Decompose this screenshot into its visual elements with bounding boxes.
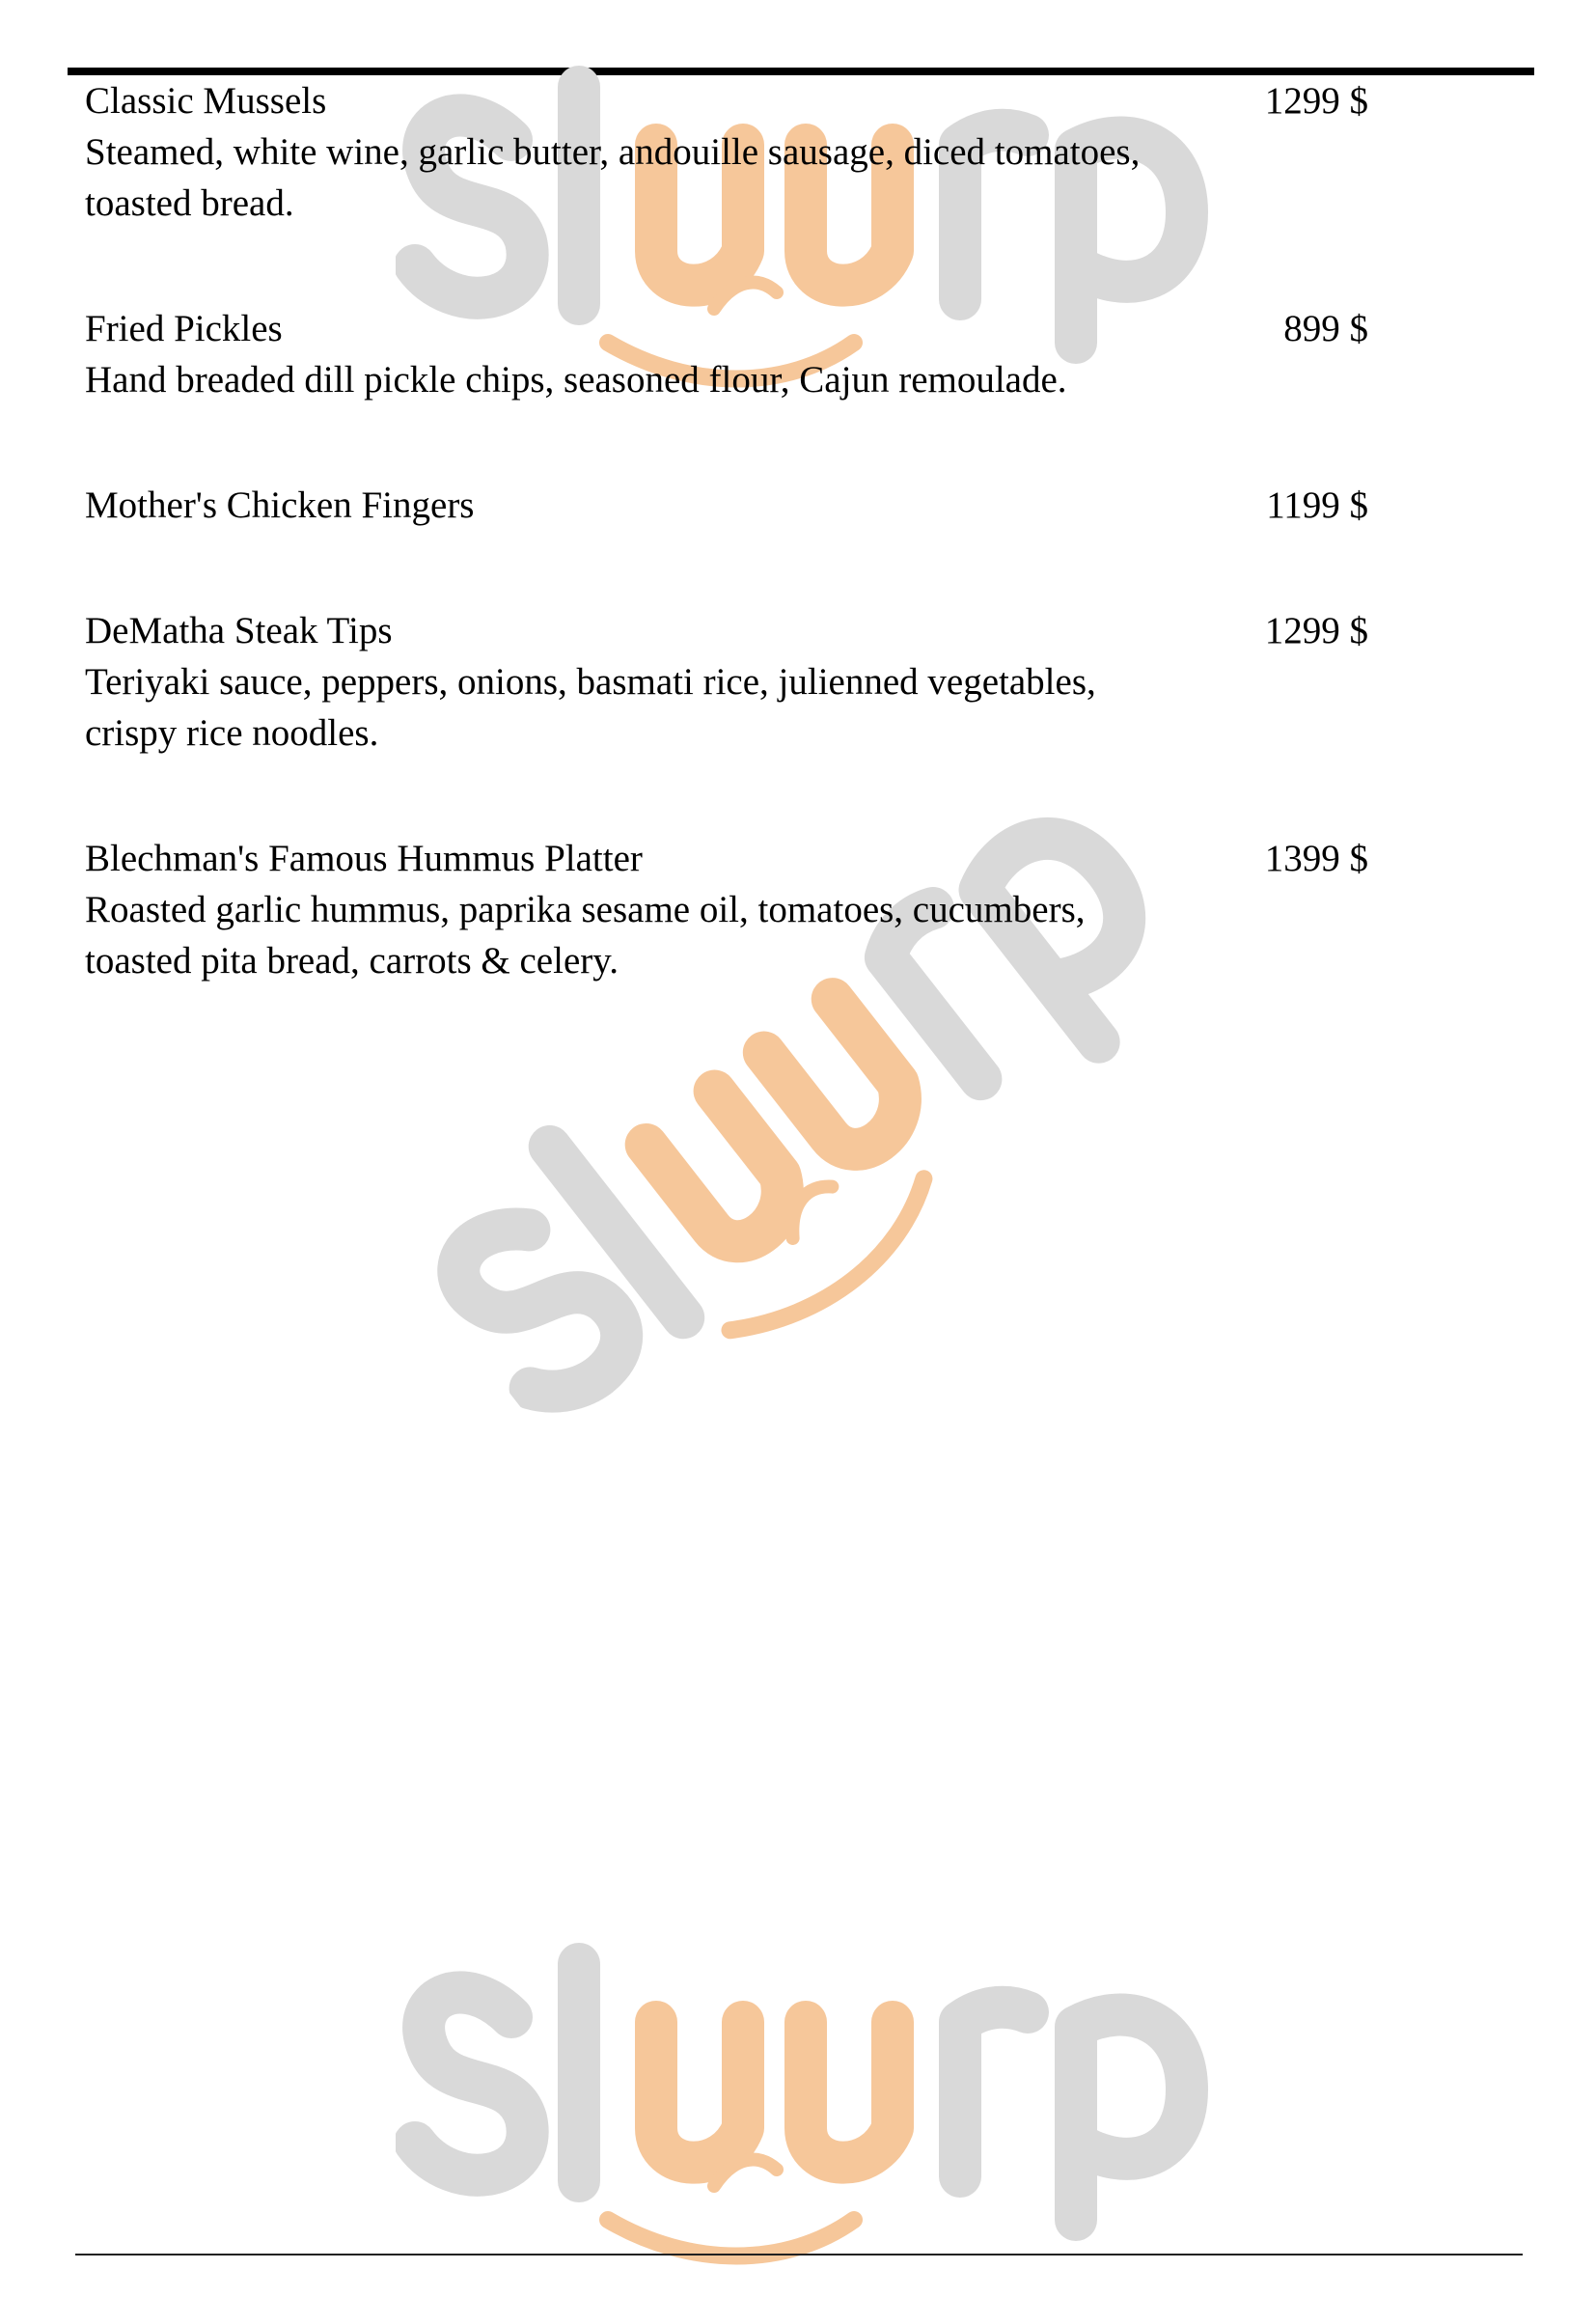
menu-item-name: Blechman's Famous Hummus Platter: [85, 838, 643, 879]
menu-item: [85, 833, 1368, 986]
menu-item: [85, 75, 1368, 229]
menu-item-name: Classic Mussels: [85, 80, 327, 122]
menu-item-description: Hand breaded dill pickle chips, seasoned flour, Cajun remoulade.: [85, 359, 1067, 401]
menu-list: [85, 75, 1368, 986]
menu-item-price: 1299 $: [1264, 610, 1368, 651]
menu-item: [85, 303, 1368, 405]
menu-item-name: Mother's Chicken Fingers: [85, 484, 475, 526]
menu-item-description: Teriyaki sauce, peppers, onions, basmati rice, julienned vegetables, crispy rice noodles.: [85, 661, 1096, 754]
menu-item-price: 1199 $: [1266, 484, 1368, 526]
menu-item-description: Roasted garlic hummus, paprika sesame oil, tomatoes, cucumbers, toasted pita bread, carrots & celery.: [85, 889, 1086, 982]
menu-item-price: 1399 $: [1264, 838, 1368, 879]
menu-item-price: 899 $: [1283, 308, 1368, 349]
menu-item-name: Fried Pickles: [85, 308, 283, 349]
menu-item-description: Steamed, white wine, garlic butter, andouille sausage, diced tomatoes, toasted bread.: [85, 131, 1141, 224]
top-rule: [68, 68, 1534, 75]
bottom-rule: [75, 2254, 1523, 2255]
menu-item: [85, 480, 1368, 531]
menu-item: [85, 605, 1368, 759]
sluurpy-watermark-logo-bottom: [396, 1930, 1264, 2297]
menu-item-price: 1299 $: [1264, 80, 1368, 122]
menu-item-name: DeMatha Steak Tips: [85, 610, 393, 651]
